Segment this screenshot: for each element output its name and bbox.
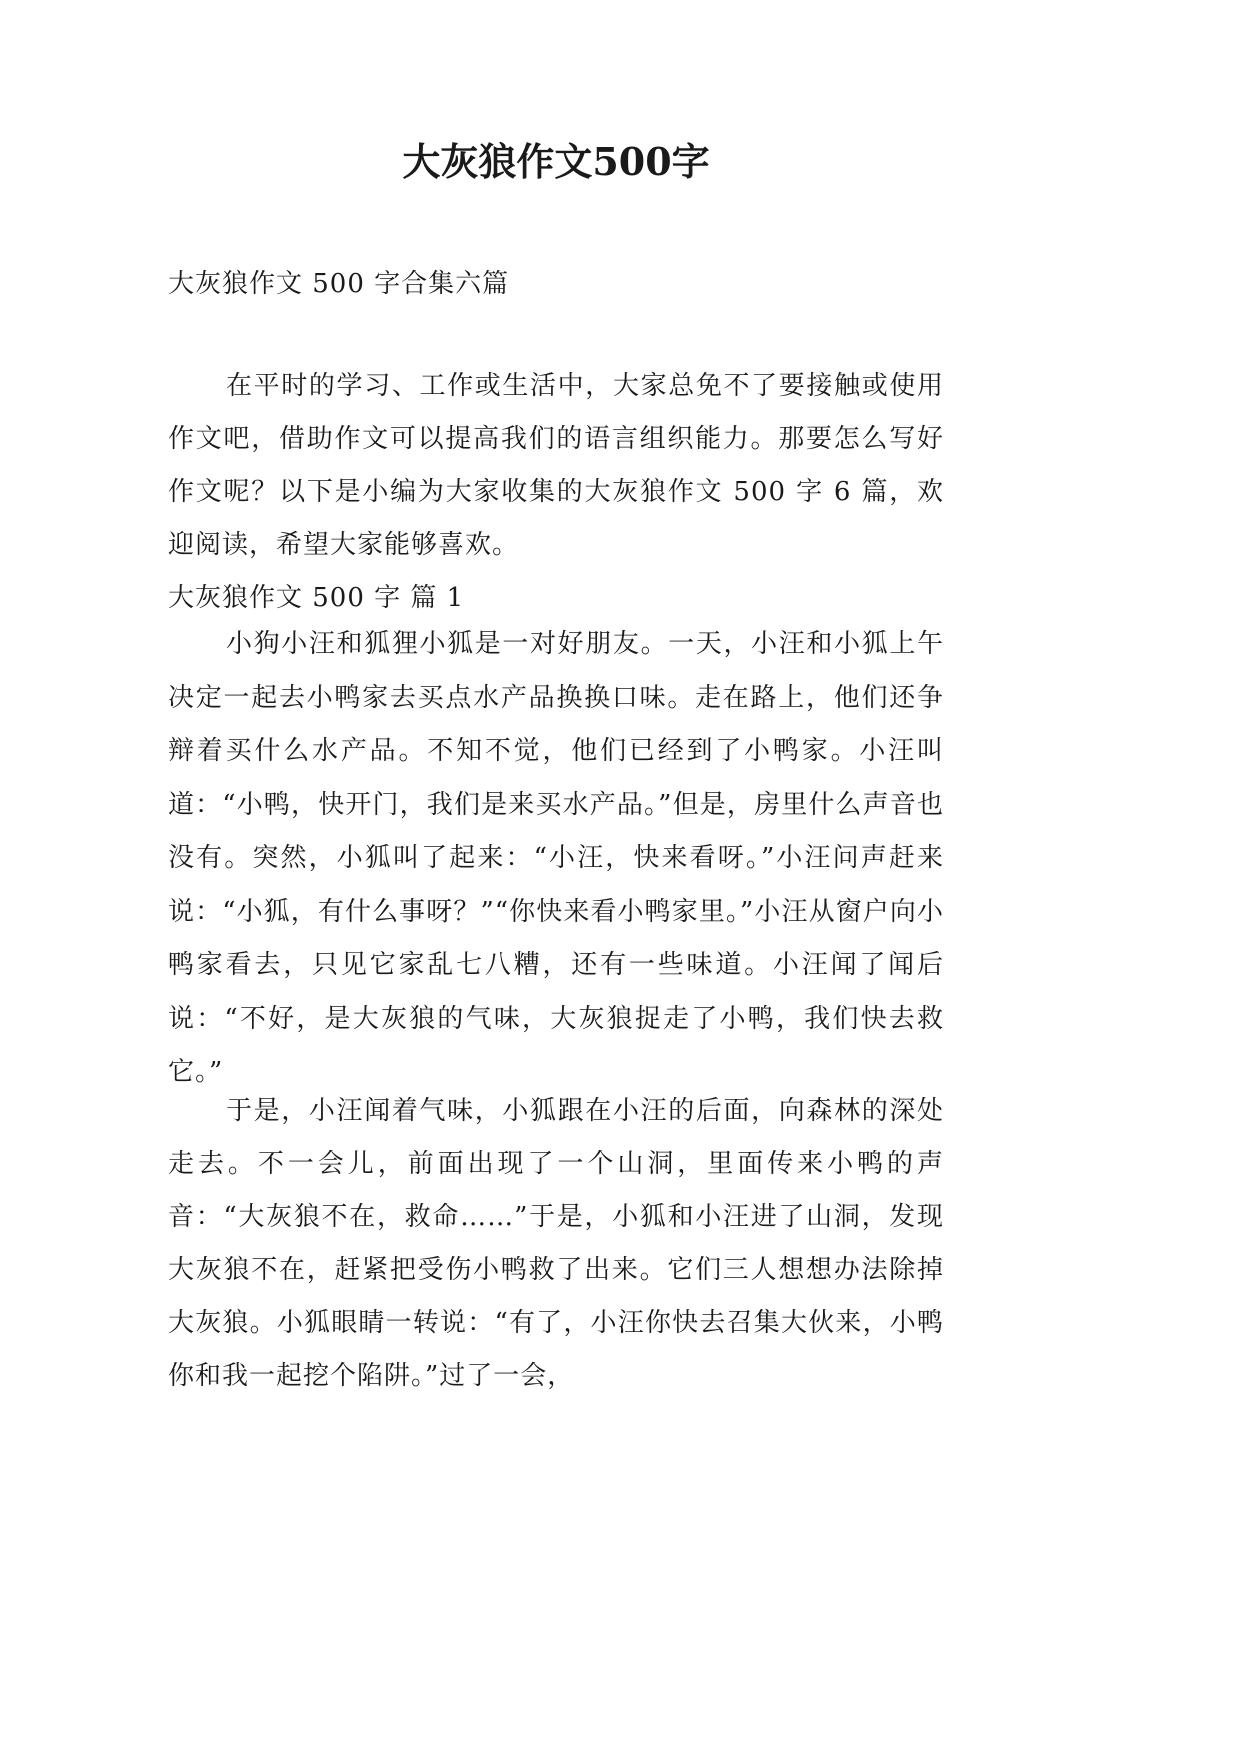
body-paragraph-2: 于是，小汪闻着气味，小狐跟在小汪的后面，向森林的深处走去。不一会儿，前面出现了一个山洞，里面传来小鸭的声音：“大灰狼不在，救命……”于是，小狐和小汪进了山洞，发现大灰狼不在，赶紧把受伤小鸭救了出来。它们三人想想办法除掉大灰狼。小狐眼睛一转说：“有了，小汪你快去召集大伙来，小鸭你和我一起挖个陷阱。”过了一会， (168, 1096, 944, 1391)
document-subtitle: 大灰狼作文 500 字合集六篇 (168, 269, 510, 299)
intro-paragraph: 在平时的学习、工作或生活中，大家总免不了要接触或使用作文吧，借助作文可以提高我们的语言组织能力。那要怎么写好作文呢？以下是小编为大家收集的大灰狼作文 500 字 6 篇，欢迎阅读，希望大家能够喜欢。 (168, 371, 944, 560)
section-heading: 大灰狼作文 500 字 篇 1 (168, 583, 465, 613)
body-paragraph-1: 小狗小汪和狐狸小狐是一对好朋友。一天，小汪和小狐上午决定一起去小鸭家去买点水产品换换口味。走在路上，他们还争辩着买什么水产品。不知不觉，他们已经到了小鸭家。小汪叫道：“小鸭，快开门，我们是来买水产品。”但是，房里什么声音也没有。突然，小狐叫了起来：“小汪，快来看呀。”小汪问声赶来说：“小狐，有什么事呀？”“你快来看小鸭家里。”小汪从窗户向小鸭家看去，只见它家乱七八糟，还有一些味道。小汪闻了闻后说：“不好，是大灰狼的气味，大灰狼捉走了小鸭，我们快去救它。” (168, 629, 944, 1087)
document-title: 大灰狼作文500字 (402, 139, 710, 184)
